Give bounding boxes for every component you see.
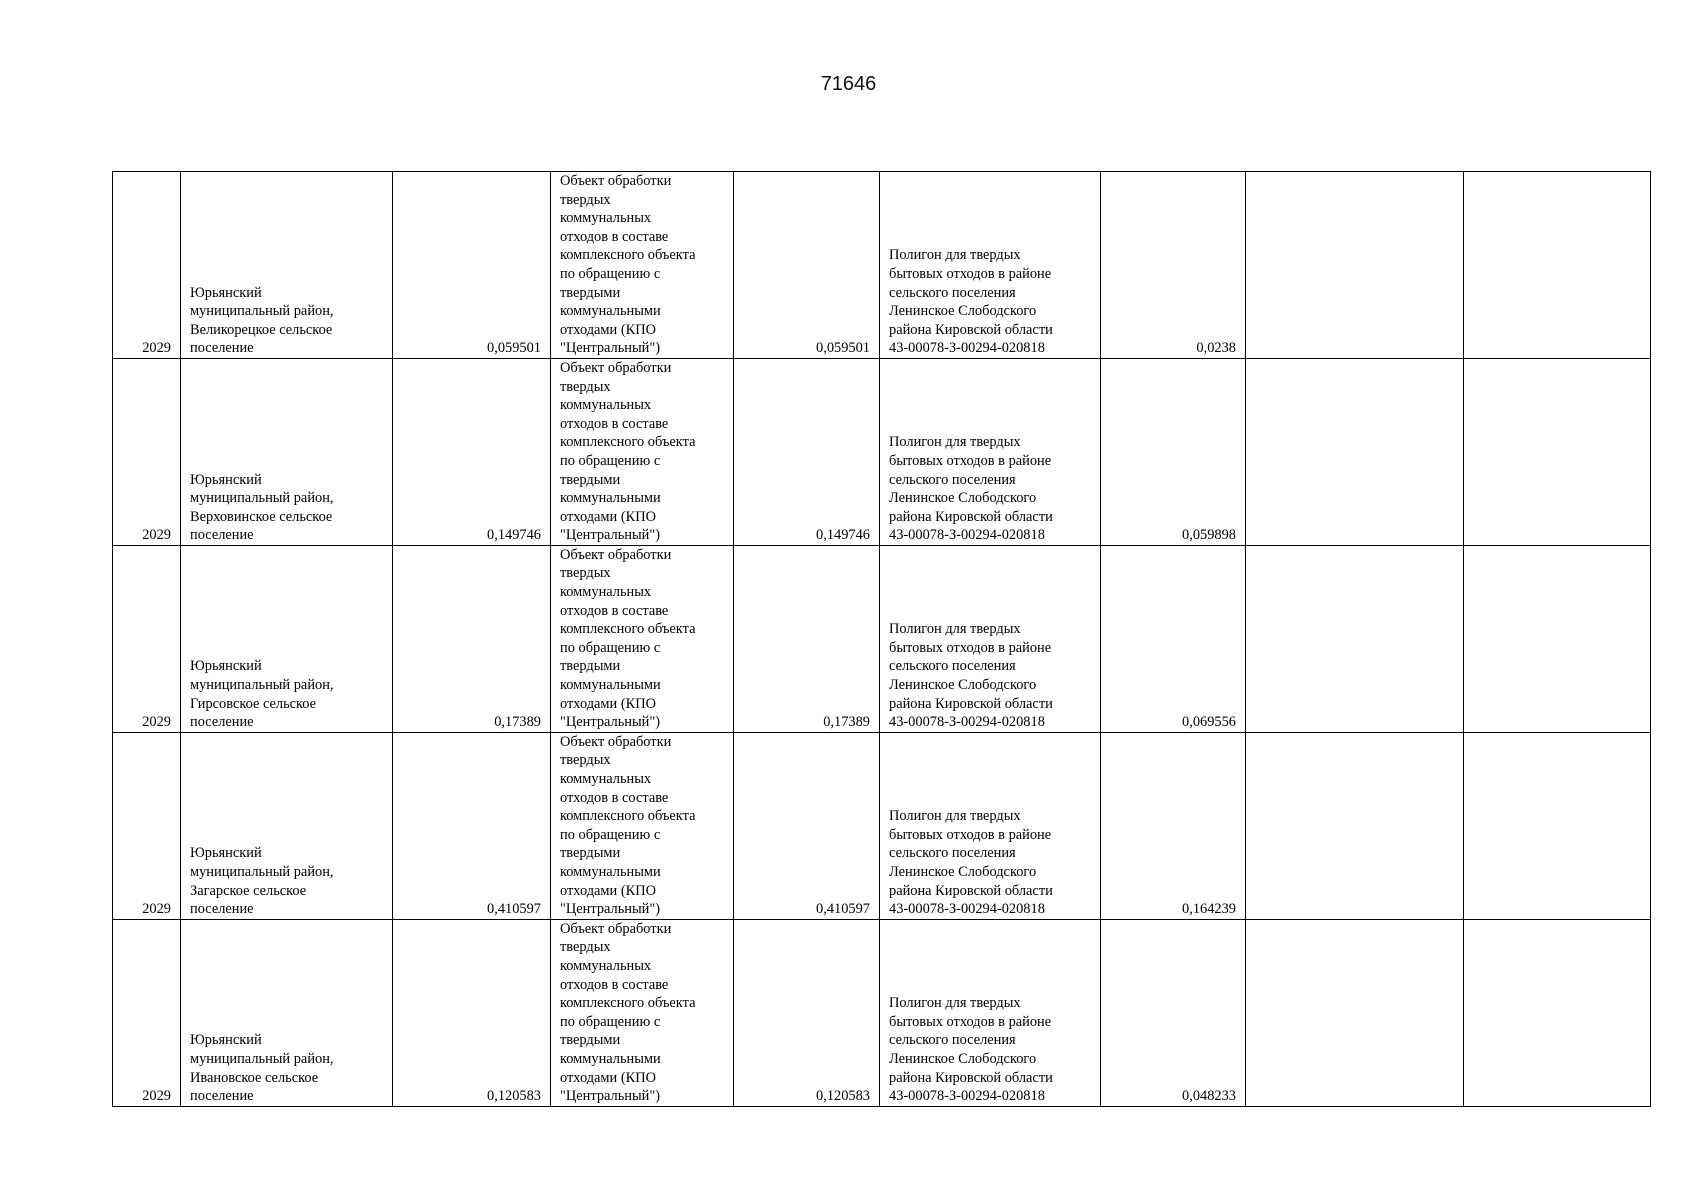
processing-object-cell: Объект обработки твердых коммунальных отходов в составе комплексного объекта по обращению с твердыми коммунальными отходами (КПО "Центральный") <box>551 358 734 545</box>
empty-cell <box>1464 172 1651 359</box>
table-row <box>113 919 1651 1106</box>
year-cell: 2029 <box>113 919 181 1106</box>
page-number: 71646 <box>820 73 877 95</box>
processing-object-cell: Объект обработки твердых коммунальных отходов в составе комплексного объекта по обращению с твердыми коммунальными отходами (КПО "Центральный") <box>551 919 734 1106</box>
landfill-cell: Полигон для твердых бытовых отходов в районе сельского поселения Ленинское Слободского района Кировской области 43-00078-З-00294-020818 <box>880 172 1101 359</box>
landfill-cell: Полигон для твердых бытовых отходов в районе сельского поселения Ленинское Слободского района Кировской области 43-00078-З-00294-020818 <box>880 545 1101 732</box>
year-cell: 2029 <box>113 545 181 732</box>
territory-cell: Юрьянский муниципальный район, Великорецкое сельское поселение <box>181 172 393 359</box>
disposed-volume-cell: 0,0238 <box>1101 172 1246 359</box>
disposed-volume-cell: 0,164239 <box>1101 732 1246 919</box>
processing-object-cell: Объект обработки твердых коммунальных отходов в составе комплексного объекта по обращению с твердыми коммунальными отходами (КПО "Центральный") <box>551 732 734 919</box>
processed-volume-cell: 0,17389 <box>734 545 880 732</box>
processed-volume-cell: 0,149746 <box>734 358 880 545</box>
empty-cell <box>1246 545 1464 732</box>
processed-volume-cell: 0,410597 <box>734 732 880 919</box>
volume-cell: 0,059501 <box>393 172 551 359</box>
disposed-volume-cell: 0,069556 <box>1101 545 1246 732</box>
disposed-volume-cell: 0,048233 <box>1101 919 1246 1106</box>
territory-cell: Юрьянский муниципальный район, Загарское сельское поселение <box>181 732 393 919</box>
table-body <box>113 172 1651 1107</box>
empty-cell <box>1246 919 1464 1106</box>
table-row <box>113 172 1651 359</box>
table-row <box>113 732 1651 919</box>
year-cell: 2029 <box>113 358 181 545</box>
processing-object-cell: Объект обработки твердых коммунальных отходов в составе комплексного объекта по обращению с твердыми коммунальными отходами (КПО "Центральный") <box>551 545 734 732</box>
landfill-cell: Полигон для твердых бытовых отходов в районе сельского поселения Ленинское Слободского района Кировской области 43-00078-З-00294-020818 <box>880 358 1101 545</box>
empty-cell <box>1464 919 1651 1106</box>
year-cell: 2029 <box>113 732 181 919</box>
volume-cell: 0,149746 <box>393 358 551 545</box>
empty-cell <box>1464 545 1651 732</box>
empty-cell <box>1464 358 1651 545</box>
territory-cell: Юрьянский муниципальный район, Верховинское сельское поселение <box>181 358 393 545</box>
disposed-volume-cell: 0,059898 <box>1101 358 1246 545</box>
empty-cell <box>1246 358 1464 545</box>
processed-volume-cell: 0,120583 <box>734 919 880 1106</box>
processing-object-cell: Объект обработки твердых коммунальных отходов в составе комплексного объекта по обращению с твердыми коммунальными отходами (КПО "Центральный") <box>551 172 734 359</box>
empty-cell <box>1464 732 1651 919</box>
volume-cell: 0,410597 <box>393 732 551 919</box>
year-cell: 2029 <box>113 172 181 359</box>
empty-cell <box>1246 172 1464 359</box>
landfill-cell: Полигон для твердых бытовых отходов в районе сельского поселения Ленинское Слободского района Кировской области 43-00078-З-00294-020818 <box>880 732 1101 919</box>
waste-flow-table <box>112 171 1651 1107</box>
territory-cell: Юрьянский муниципальный район, Гирсовское сельское поселение <box>181 545 393 732</box>
table-row <box>113 358 1651 545</box>
volume-cell: 0,120583 <box>393 919 551 1106</box>
volume-cell: 0,17389 <box>393 545 551 732</box>
territory-cell: Юрьянский муниципальный район, Ивановское сельское поселение <box>181 919 393 1106</box>
empty-cell <box>1246 732 1464 919</box>
table-row <box>113 545 1651 732</box>
processed-volume-cell: 0,059501 <box>734 172 880 359</box>
landfill-cell: Полигон для твердых бытовых отходов в районе сельского поселения Ленинское Слободского района Кировской области 43-00078-З-00294-020818 <box>880 919 1101 1106</box>
